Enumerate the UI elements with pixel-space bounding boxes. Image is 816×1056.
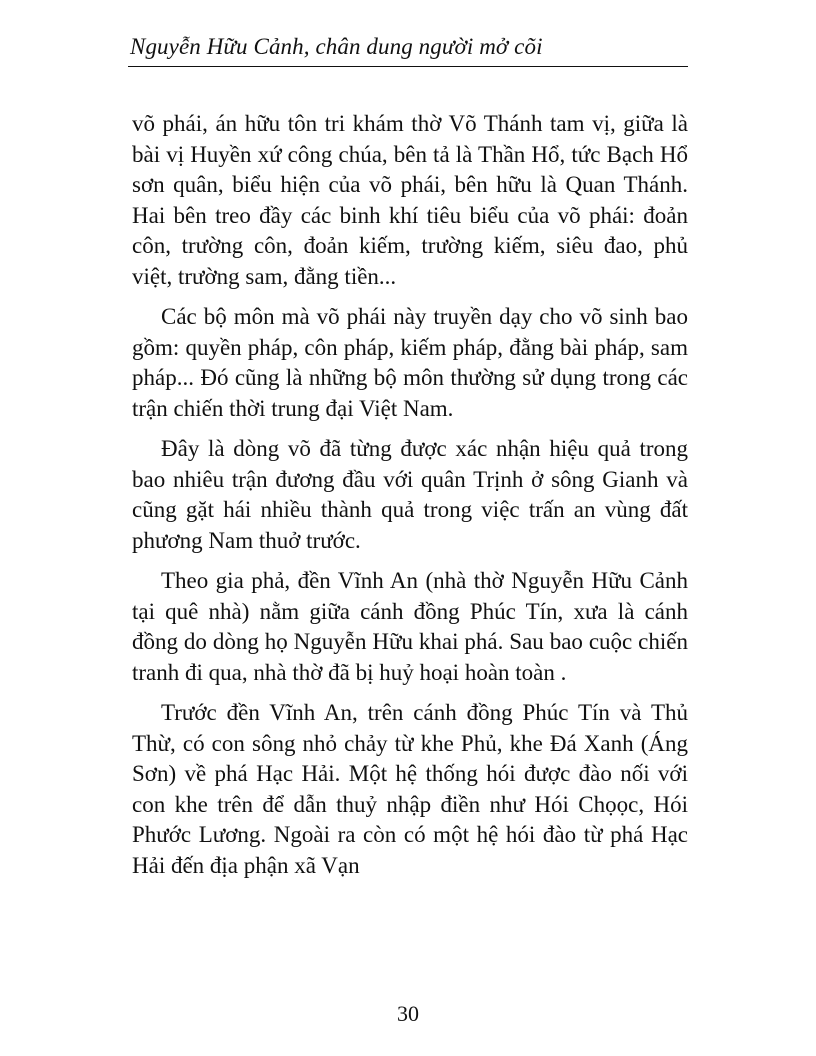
paragraph-4: Theo gia phả, đền Vĩnh An (nhà thờ Nguyễn Hữu Cảnh tại quê nhà) nằm giữa cánh đồng Phúc Tín, xưa là cánh đồng do dòng họ Nguyễn Hữu khai phá. Sau bao cuộc chiến tranh đi qua, nhà thờ đã bị huỷ hoại hoàn toàn . — [132, 568, 688, 685]
paragraph-1: võ phái, án hữu tôn tri khám thờ Võ Thánh tam vị, giữa là bài vị Huyền xứ công chúa, bên tả là Thần Hổ, tức Bạch Hổ sơn quân, biểu hiện của võ phái, bên hữu là Quan Thánh. Hai bên treo đầy các binh khí tiêu biểu của võ phái: đoản côn, trường côn, đoản kiếm, trường kiếm, siêu đao, phủ việt, trường sam, đằng tiền... — [132, 111, 688, 289]
paragraph-2: Các bộ môn mà võ phái này truyền dạy cho võ sinh bao gồm: quyền pháp, côn pháp, kiếm pháp, đằng bài pháp, sam pháp... Đó cũng là những bộ môn thường sử dụng trong các trận chiến thời trung đại Việt Nam. — [132, 304, 688, 421]
body-text — [132, 109, 688, 891]
header-rule — [128, 66, 688, 67]
paragraph-3: Đây là dòng võ đã từng được xác nhận hiệu quả trong bao nhiêu trận đương đầu với quân Trịnh ở sông Gianh và cũng gặt hái nhiều thành quả trong việc trấn an vùng đất phương Nam thuở trước. — [132, 436, 688, 553]
paragraph-5: Trước đền Vĩnh An, trên cánh đồng Phúc Tín và Thủ Thừ, có con sông nhỏ chảy từ khe Phủ, khe Đá Xanh (Áng Sơn) về phá Hạc Hải. Một hệ thống hói được đào nối với con khe trên để dẫn thuỷ nhập điền như Hói Chọọc, Hói Phước Lương. Ngoài ra còn có một hệ hói đào từ phá Hạc Hải đến địa phận xã Vạn — [132, 700, 688, 878]
running-header: Nguyễn Hữu Cảnh, chân dung người mở cõi — [130, 34, 543, 59]
page-number: 30 — [397, 1001, 419, 1026]
